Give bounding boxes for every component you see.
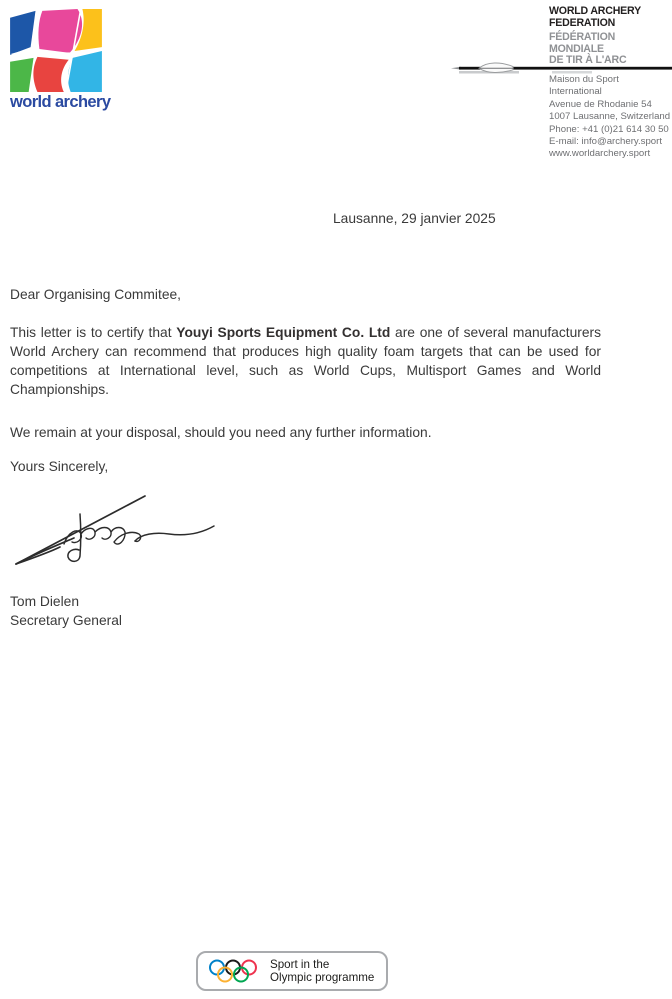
closing: Yours Sincerely, <box>10 459 109 474</box>
world-archery-logo-icon <box>10 8 102 92</box>
availability-paragraph: We remain at your disposal, should you need any further information. <box>10 425 432 440</box>
address-line-city: 1007 Lausanne, Switzerland <box>549 111 671 123</box>
brand-wordmark: world archery <box>10 93 111 111</box>
manufacturer-name: Youyi Sports Equipment Co. Ltd <box>176 325 391 340</box>
certify-prefix: This letter is to certify that <box>10 325 177 340</box>
org-name-en-line1: WORLD ARCHERY <box>549 5 641 17</box>
dateline: Lausanne, 29 janvier 2025 <box>333 211 496 226</box>
address-line-building: Maison du Sport International <box>549 74 619 98</box>
olympic-badge-text <box>270 958 374 985</box>
address-line-street: Avenue de Rhodanie 54 <box>549 98 652 110</box>
certification-paragraph <box>10 323 601 399</box>
signature-icon <box>10 486 222 576</box>
org-name-en-line2: FEDERATION <box>549 16 616 29</box>
address-block <box>549 74 672 161</box>
certify-suffix: are one of several manufacturers World Archery can recommend that produces high quality foam targets that can be used for competitions at International level, such as World Cups, Multisport Games and World Championships. <box>10 325 602 397</box>
address-line-phone: Phone: +41 (0)21 614 30 50 <box>549 123 669 135</box>
org-name-fr-line3: DE TIR À L'ARC <box>549 54 627 67</box>
olympic-rings-icon <box>207 958 261 985</box>
signer-title: Secretary General <box>10 613 122 628</box>
letter-body <box>10 209 601 630</box>
olympic-badge <box>196 951 388 991</box>
salutation: Dear Organising Commitee, <box>10 287 181 302</box>
signer-name: Tom Dielen <box>10 594 80 609</box>
org-name-fr-line2: MONDIALE <box>549 42 604 55</box>
olympic-badge-line1: Sport in the <box>270 957 330 971</box>
brand-block <box>10 8 111 112</box>
address-line-email: E-mail: info@archery.sport <box>549 136 662 148</box>
address-line-website: www.worldarchery.sport <box>549 148 651 160</box>
olympic-badge-line2: Olympic programme <box>270 971 375 984</box>
org-name-fr-line1: FÉDÉRATION <box>549 31 616 44</box>
